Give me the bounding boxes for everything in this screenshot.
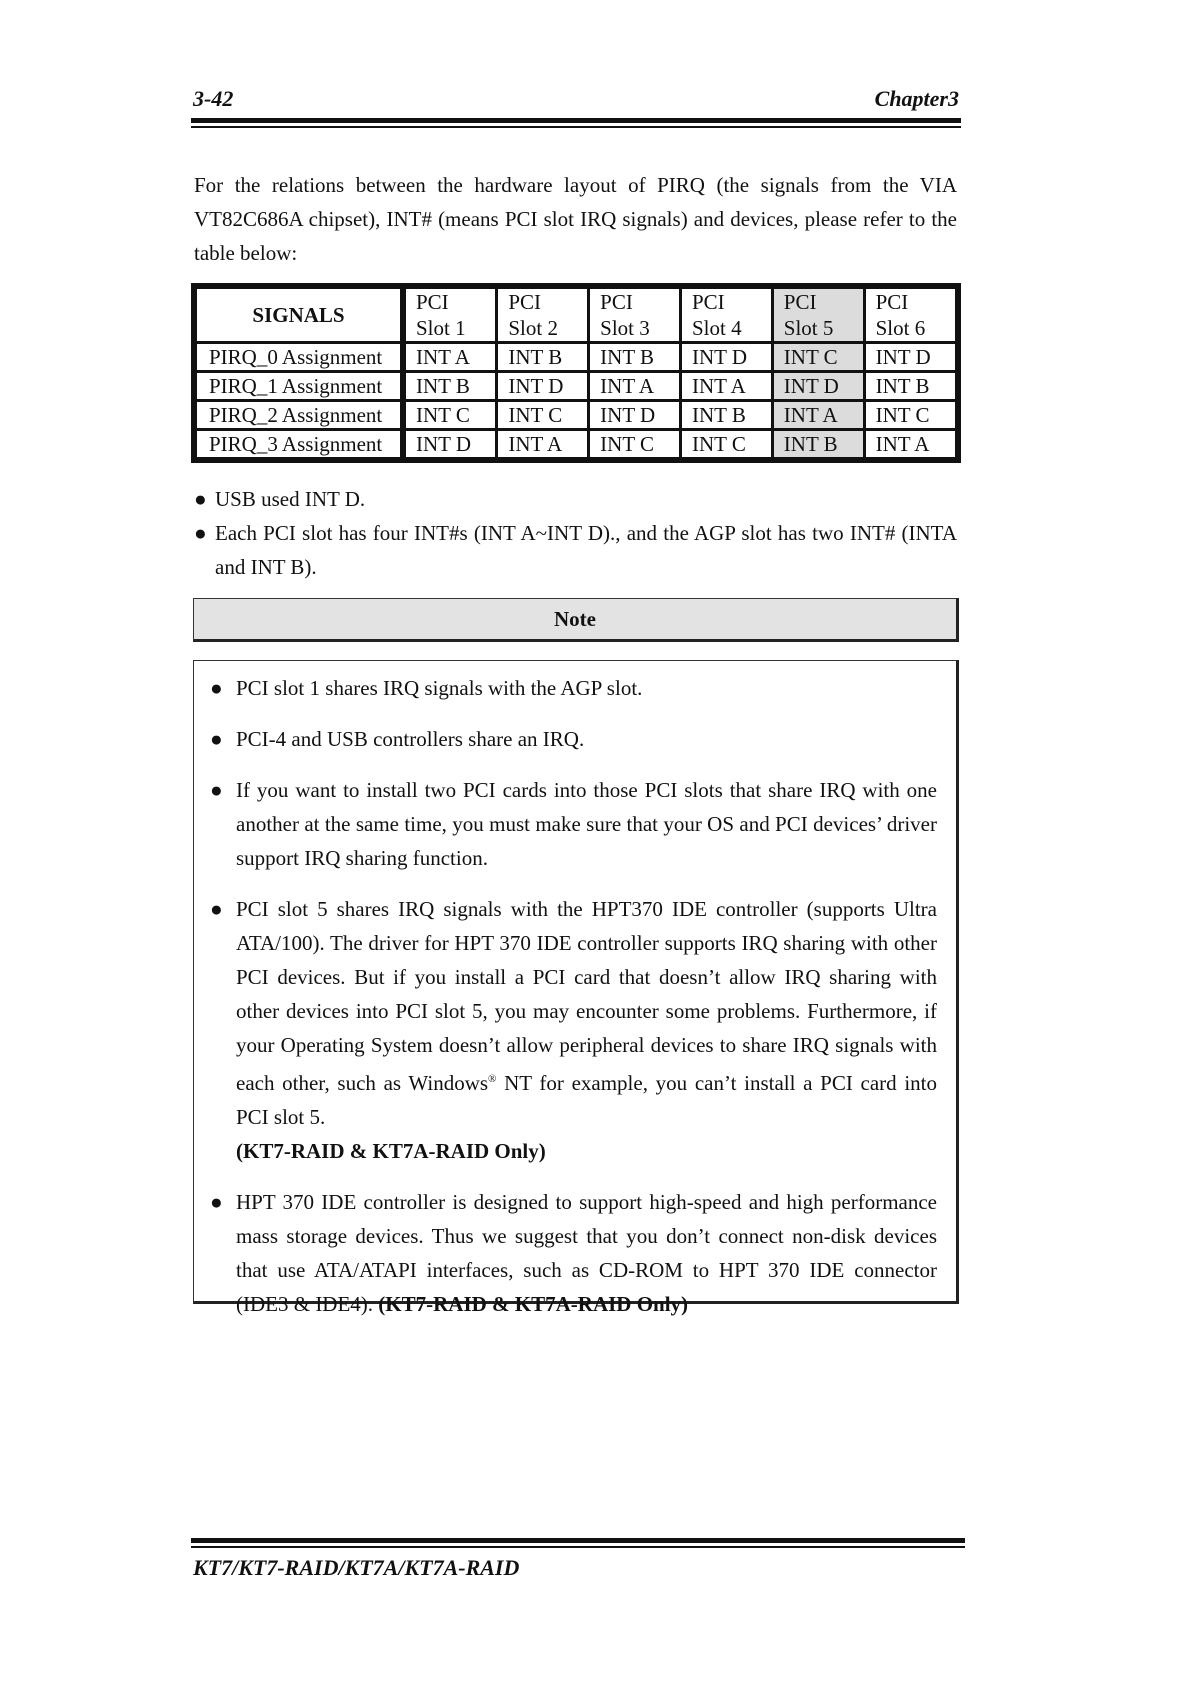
table-cell: INT C (680, 430, 772, 461)
col-header-slot-2: PCI Slot 2 (497, 286, 589, 343)
table-cell: INT D (680, 343, 772, 372)
note-title: Note (193, 598, 959, 642)
table-cell: INT A (680, 372, 772, 401)
list-item (210, 671, 937, 705)
col-header-slot-5: PCI Slot 5 (772, 286, 864, 343)
col-header-slot-4: PCI Slot 4 (680, 286, 772, 343)
bullet-list (194, 482, 957, 584)
table-cell: INT B (589, 343, 681, 372)
footer-rule-thick (191, 1538, 965, 1543)
note-list (210, 671, 937, 1338)
table-cell: INT C (497, 401, 589, 430)
row-label: PIRQ_0 Assignment (194, 343, 403, 372)
chapter-title: Chapter3 (874, 86, 959, 111)
table-cell: INT B (864, 372, 958, 401)
bullet-icon: ● (210, 727, 223, 751)
table-cell: INT B (497, 343, 589, 372)
bullet-icon: ● (210, 778, 223, 802)
table-cell: INT B (403, 372, 497, 401)
table-cell: INT A (772, 401, 864, 430)
note-text: HPT 370 IDE controller is designed to support high-speed and high performance mass storage devices. Thus we suggest that you don’t connect non-disk devices that use ATA/ATAPI interfaces, such as CD-ROM to HPT 370 IDE connector (IDE3 & IDE4). (236, 1190, 937, 1316)
bullet-icon: ● (210, 897, 223, 921)
col-header-slot-6: PCI Slot 6 (864, 286, 958, 343)
table-row (194, 430, 958, 461)
col-header-slot-1: PCI Slot 1 (403, 286, 497, 343)
table-cell: INT C (772, 343, 864, 372)
table-cell: INT D (589, 401, 681, 430)
list-item (210, 722, 937, 756)
footer-model-names: KT7/KT7-RAID/KT7A/KT7A-RAID (193, 1555, 520, 1580)
table-cell: INT A (589, 372, 681, 401)
footer-rule-thin (191, 1546, 965, 1548)
bullet-text: USB used INT D. (215, 487, 366, 511)
list-item (194, 482, 957, 516)
pirq-assignment-table (191, 283, 961, 463)
page-number: 3-42 (193, 86, 234, 111)
table-cell: INT A (497, 430, 589, 461)
list-item (210, 892, 937, 1168)
note-text: PCI-4 and USB controllers share an IRQ. (236, 727, 585, 751)
note-text: PCI slot 1 shares IRQ signals with the AGP slot. (236, 676, 643, 700)
table-row (194, 401, 958, 430)
table-cell: INT B (680, 401, 772, 430)
table-cell: INT D (864, 343, 958, 372)
registered-mark: ® (488, 1073, 497, 1085)
intro-paragraph: For the relations between the hardware layout of PIRQ (the signals from the VIA VT82C686A chipset), INT# (means PCI slot IRQ signals) and devices, please refer to the table below: (194, 173, 957, 265)
note-bold: (KT7-RAID & KT7A-RAID Only) (378, 1292, 689, 1316)
list-item (194, 516, 957, 584)
table-cell: INT D (772, 372, 864, 401)
note-text: PCI slot 5 shares IRQ signals with the HPT370 IDE controller (supports Ultra ATA/100). The driver for HPT 370 IDE controller supports IRQ sharing with other PCI devices. But if you install a PCI card that doesn’t allow IRQ sharing with other devices into PCI slot 5, you may encounter some problems. Furthermore, if your Operating System doesn’t allow peripheral devices to share IRQ signals with each other, such as Windows (236, 897, 937, 1095)
header-rule-thick (191, 118, 961, 123)
table-cell: INT A (403, 343, 497, 372)
table-cell: INT C (589, 430, 681, 461)
bullet-icon: ● (210, 1190, 223, 1214)
table-cell: INT B (772, 430, 864, 461)
row-label: PIRQ_1 Assignment (194, 372, 403, 401)
page-header (191, 86, 961, 111)
bullet-icon: ● (194, 521, 207, 545)
table-cell: INT D (497, 372, 589, 401)
note-bold: (KT7-RAID & KT7A-RAID Only) (236, 1139, 546, 1163)
signals-header: SIGNALS (194, 286, 403, 343)
bullet-text: Each PCI slot has four INT#s (INT A~INT D)., and the AGP slot has two INT# (INTA and INT B). (215, 521, 957, 579)
table-row (194, 343, 958, 372)
row-label: PIRQ_2 Assignment (194, 401, 403, 430)
note-text: NT for example, you can’t install a PCI card into PCI slot 5. (236, 1071, 937, 1129)
table-cell: INT C (403, 401, 497, 430)
bullet-icon: ● (210, 676, 223, 700)
note-box (193, 660, 959, 1316)
bullet-icon: ● (194, 487, 207, 511)
header-rule-thin (191, 126, 961, 128)
table-cell: INT C (864, 401, 958, 430)
table-cell: INT D (403, 430, 497, 461)
list-item (210, 1185, 937, 1321)
list-item (210, 773, 937, 875)
table-cell: INT A (864, 430, 958, 461)
table-header-row (194, 286, 958, 343)
note-text: If you want to install two PCI cards into those PCI slots that share IRQ with one another at the same time, you must make sure that your OS and PCI devices’ driver support IRQ sharing function. (236, 778, 937, 870)
table-row (194, 372, 958, 401)
col-header-slot-3: PCI Slot 3 (589, 286, 681, 343)
row-label: PIRQ_3 Assignment (194, 430, 403, 461)
